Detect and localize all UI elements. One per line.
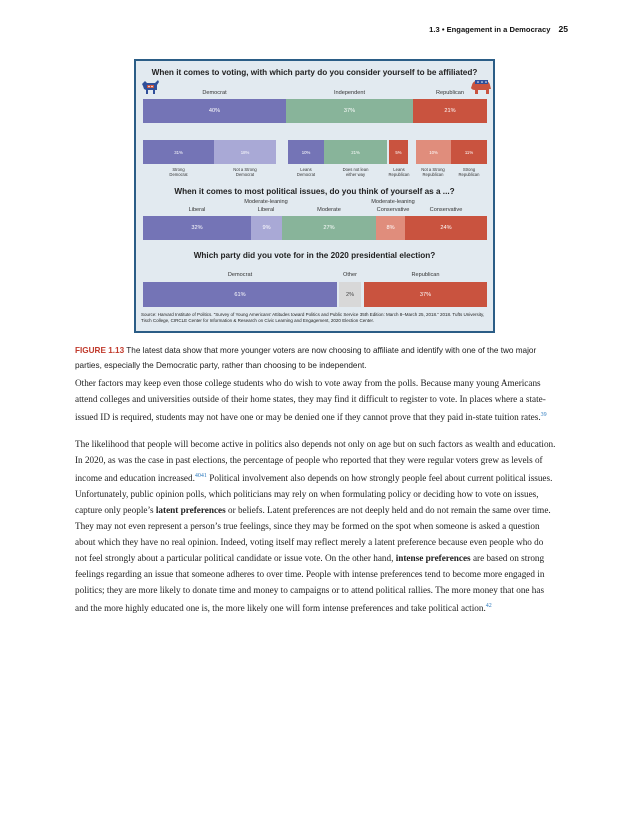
footnote-ref[interactable]: 39 <box>540 412 547 418</box>
q1-sub-label: Leans Republican <box>388 167 410 178</box>
q1-sub-bar-leans-democrat: 10% <box>288 140 324 164</box>
section-title: 1.3 • Engagement in a Democracy <box>429 25 551 34</box>
q2-bar-liberal: 32% <box>143 216 251 240</box>
q1-sub-label: Leans Democrat <box>296 167 316 178</box>
q2-label-moderate-conservative: Moderate-leaning Conservative <box>371 199 415 213</box>
q1-sub-bar-not-strong-democrat: 18% <box>214 140 276 164</box>
q1-sub-label: Does not lean either way <box>342 167 369 178</box>
q1-sub-label: Strong Republican <box>458 167 480 178</box>
q3-title: Which party did you vote for in the 2020 presidential election? <box>193 251 436 260</box>
q2-bar-moderate-liberal: 9% <box>251 216 282 240</box>
q1-sub-bar-not-strong-republican: 10% <box>416 140 451 164</box>
page-number: 25 <box>558 24 568 34</box>
q2-bar-moderate-conservative: 8% <box>376 216 405 240</box>
q1-sub-label: Not a Strong Republican <box>421 167 445 178</box>
q3-label-democrat: Democrat <box>227 272 253 278</box>
running-header <box>429 24 568 34</box>
q3-bar-democrat: 61% <box>143 282 337 307</box>
footnote-ref[interactable]: 42 <box>485 603 492 610</box>
q1-label-independent: Independent <box>333 90 366 96</box>
caption-text: The latest data show that more younger voters are now choosing to affiliate and identify with one of the two major parties, especially the Democratic party, rather than choosing to be independent. <box>75 346 537 370</box>
q1-title: When it comes to voting, with which party do you consider yourself to be affiliated? <box>151 68 478 77</box>
q3-label-other: Other <box>343 272 357 278</box>
q1-label-republican: Republican <box>436 90 464 96</box>
figure-label: FIGURE 1.13 <box>75 346 125 355</box>
q1-label-democrat: Democrat <box>202 90 227 96</box>
q3-bar-republican: 37% <box>364 282 487 307</box>
figure-source: Source: Harvard Institute of Politics. “Survey of Young Americans’ Attitudes toward Politics and Public Service 35th Edition: March 8–March 25, 2018.” 2018. Tufts University, Tisch College, CIRCLE Center for Information & Research on Civic Learning and Engagement, 2020 Election Center. <box>141 312 485 323</box>
q1-bar-independent: 37% <box>286 99 413 123</box>
term-latent-preferences: latent preferences <box>155 505 226 516</box>
q2-label-moderate: Moderate <box>317 207 341 213</box>
figure-party-affiliation <box>134 59 495 333</box>
q2-label-liberal: Liberal <box>188 207 206 213</box>
paragraph-2: The likelihood that people will become active in politics also depends not only on age but on such factors as wealth and education. In 2020, as was the case in past elections, the percentage of people who reported that they were regular voters grew as levels of income and education increased.$^{4041}$ Political involvement also depends on how strongly people feel about current political issues. Unfortunately, public opinion polls, which politicians may rely on when formulating policy or deciding how to vote on issues, capture only people’s latent preferences or beliefs. Latent preferences are not deeply held and do not remain the same over time. They may not even represent a person’s true feelings, since they may be formed on the spot when someone is asked a question about which they have no real opinion. Indeed, voting itself may reflect merely a latent preference because even people who do not feel strongly about a particular political candidate or issue vote. On the other hand, intense preferences are based on strong feelings regarding an issue that someone adheres to over time. People with intense preferences tend to become more engaged in politics; they are more likely to donate time and money to campaigns or to attend political rallies. The more money that one has and the more highly educated one is, the more likely one will form intense preferences and take political action.$^{42}$ <box>75 439 556 614</box>
q1-sub-label: Not a Strong Democrat <box>233 167 257 178</box>
footnote-ref[interactable]: 4041 <box>194 473 207 479</box>
q1-sub-bar-strong-republican: 11% <box>451 140 487 164</box>
term-intense-preferences: intense preferences <box>395 553 471 564</box>
q1-bar-republican: 21% <box>413 99 487 123</box>
q1-bar-democrat: 40% <box>143 99 286 123</box>
q1-sub-label: Strong Democrat <box>169 167 188 178</box>
q1-sub-bar-strong-democrat: 31% <box>143 140 214 164</box>
paragraph-1: Other factors may keep even those college students who do wish to vote away from the polls. Because many young Americans attend colleges and universities outside of their home states, they may find it difficult to register to vote. In places where a state-issued ID is required, students may not have one or may be denied one if they cannot prove that they paid in-state tuition rates.$^{39}$ <box>75 378 547 423</box>
q3-label-republican: Republican <box>411 272 440 278</box>
q2-label-moderate-liberal: Moderate-leaning Liberal <box>244 199 288 213</box>
figure-caption <box>75 343 557 373</box>
q1-sub-bar-leans-republican: 5% <box>389 140 408 164</box>
q2-label-conservative: Conservative <box>429 207 463 213</box>
q3-bar-other: 2% <box>339 282 361 307</box>
q2-bar-moderate: 27% <box>282 216 376 240</box>
q1-sub-bar-no-lean: 21% <box>324 140 387 164</box>
q2-title: When it comes to most political issues, do you think of yourself as a ...? <box>174 187 455 196</box>
q2-bar-conservative: 24% <box>405 216 487 240</box>
